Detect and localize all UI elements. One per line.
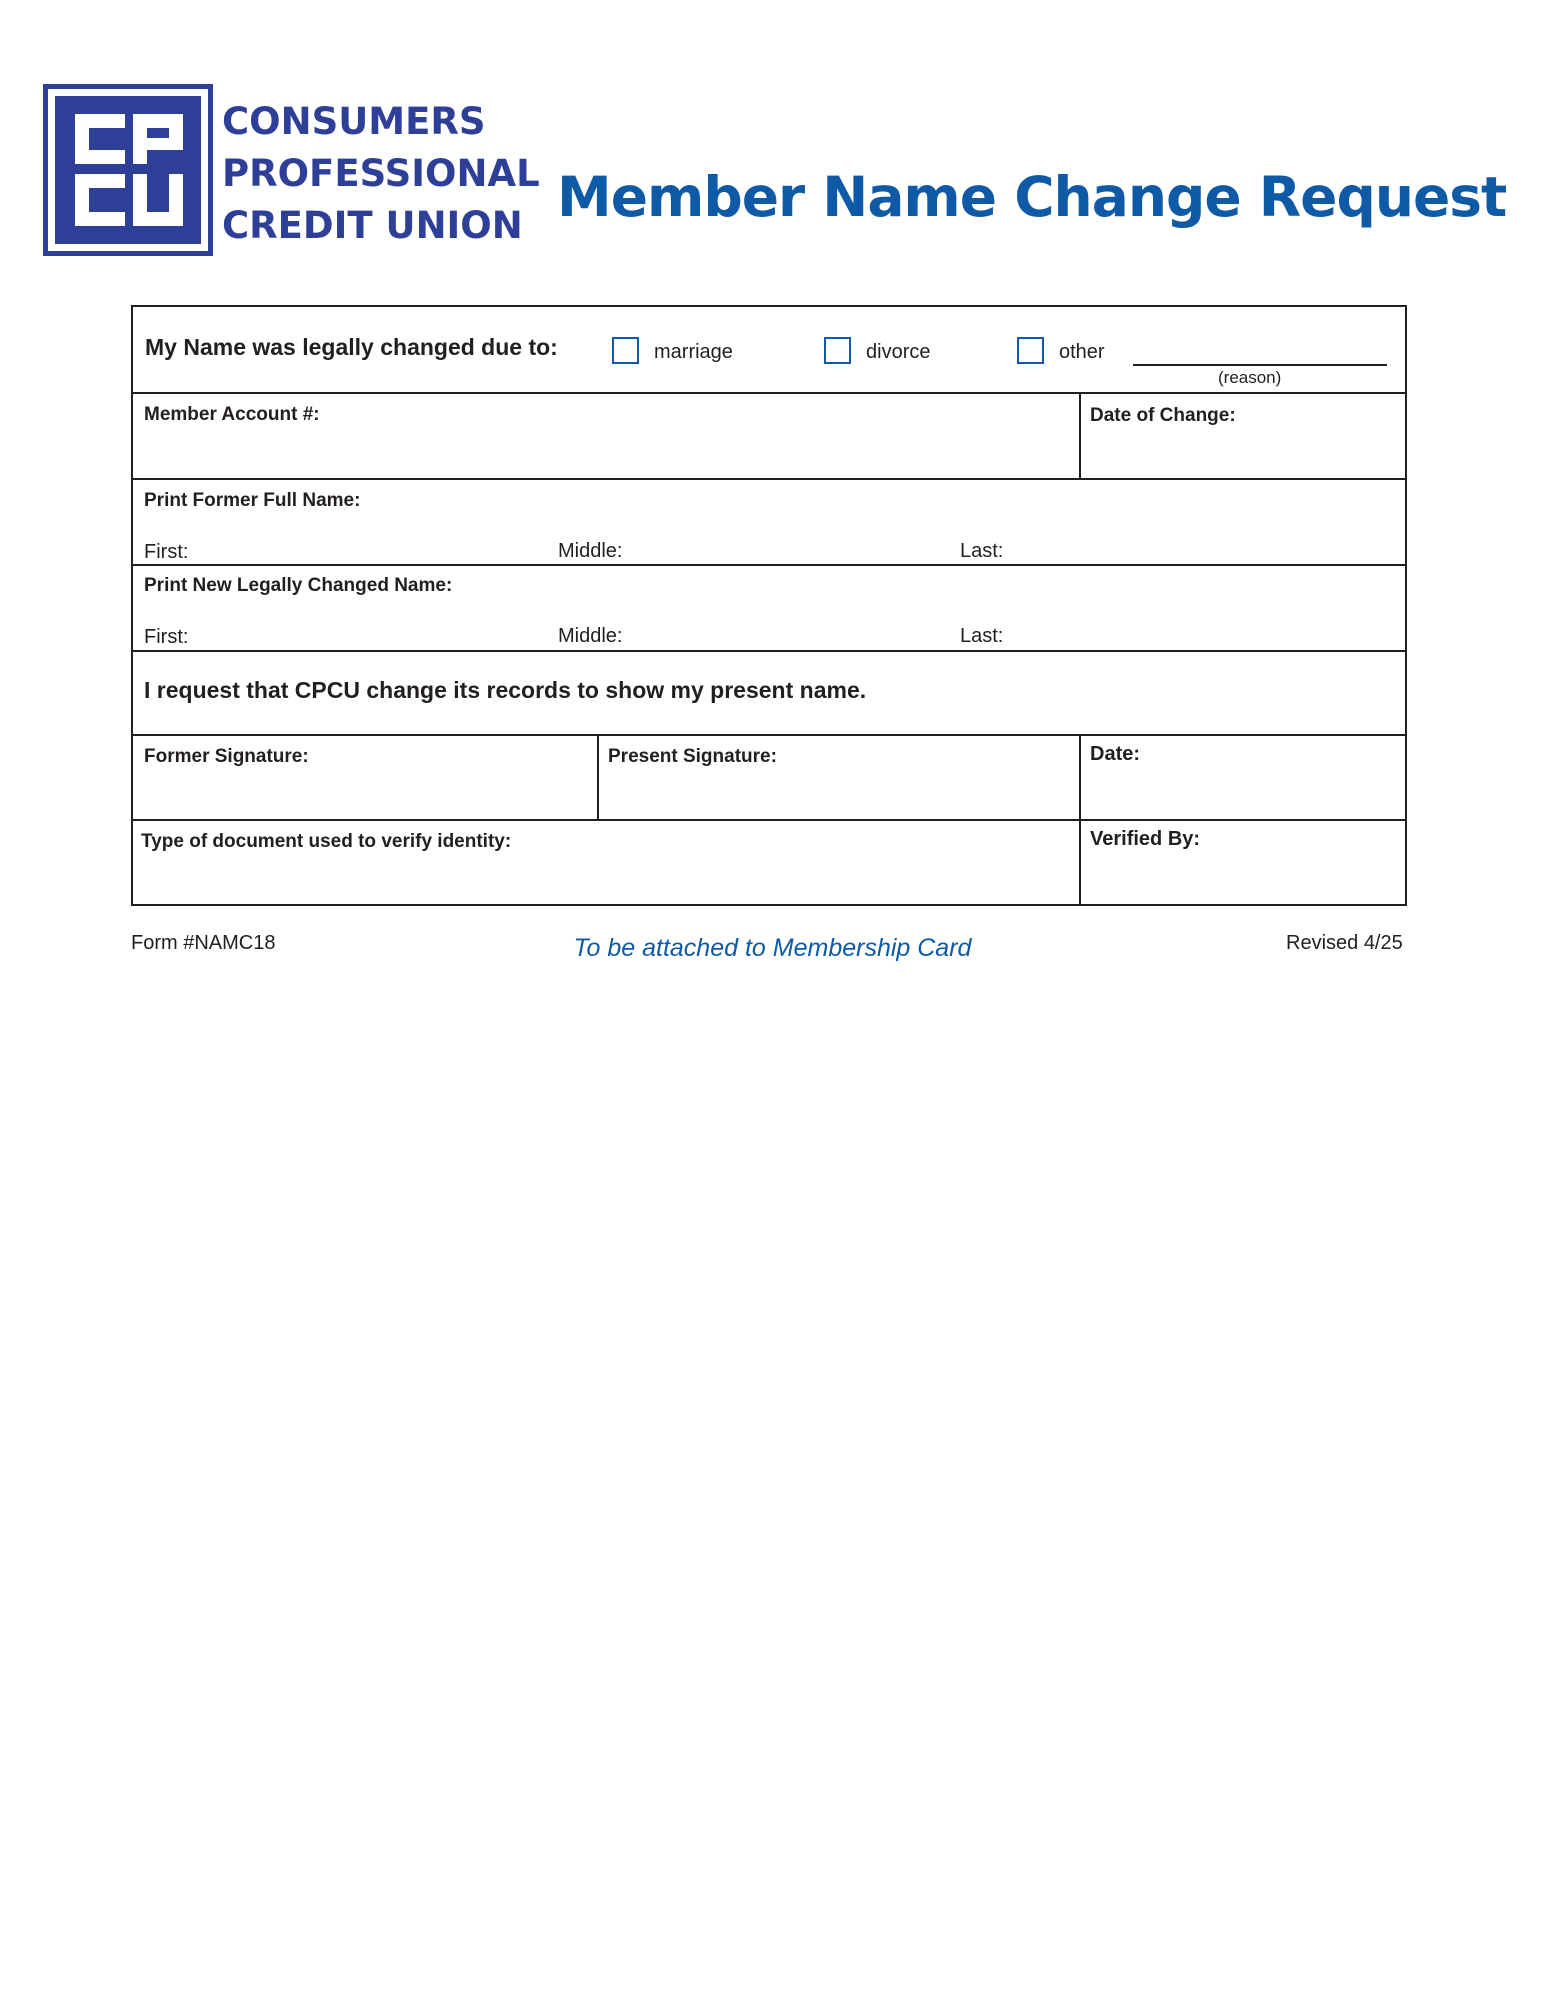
other-label: other — [1059, 341, 1105, 363]
org-name-line1: CONSUMERS — [222, 100, 486, 143]
page-title: Member Name Change Request — [557, 165, 1507, 229]
column-divider — [597, 734, 599, 819]
former-last-label: Last: — [960, 540, 1004, 562]
org-name — [222, 96, 542, 252]
present-signature-label: Present Signature: — [608, 746, 777, 767]
row-divider — [133, 650, 1405, 652]
new-first-label: First: — [144, 626, 189, 648]
logo-mark — [55, 96, 201, 244]
other-checkbox[interactable] — [1017, 337, 1044, 364]
form-number: Form #NAMC18 — [131, 932, 276, 954]
footer-note: To be attached to Membership Card — [573, 934, 972, 962]
new-middle-label: Middle: — [558, 625, 623, 647]
new-last-label: Last: — [960, 625, 1004, 647]
new-name-label: Print New Legally Changed Name: — [144, 575, 453, 596]
verified-by-label: Verified By: — [1090, 828, 1201, 850]
row-divider — [133, 734, 1405, 736]
row-divider — [133, 819, 1405, 821]
account-label: Member Account #: — [144, 404, 320, 425]
org-name-line2: PROFESSIONAL — [222, 152, 540, 195]
row-divider — [133, 478, 1405, 480]
marriage-checkbox[interactable] — [612, 337, 639, 364]
row-divider — [133, 564, 1405, 566]
request-statement: I request that CPCU change its records to show my present name. — [144, 677, 867, 703]
date-of-change-label: Date of Change: — [1090, 405, 1236, 426]
marriage-label: marriage — [654, 341, 733, 363]
org-name-line3: CREDIT UNION — [222, 204, 523, 247]
date-label: Date: — [1090, 743, 1141, 765]
divorce-checkbox[interactable] — [824, 337, 851, 364]
former-middle-label: Middle: — [558, 540, 623, 562]
divorce-label: divorce — [866, 341, 931, 363]
doc-type-label: Type of document used to verify identity: — [141, 831, 512, 852]
reason-caption: (reason) — [1218, 368, 1282, 387]
former-name-label: Print Former Full Name: — [144, 490, 361, 511]
revised-date: Revised 4/25 — [1286, 932, 1403, 954]
logo-glyph-icon — [55, 96, 201, 244]
former-first-label: First: — [144, 541, 189, 563]
former-signature-label: Former Signature: — [144, 746, 309, 767]
row-divider — [133, 392, 1405, 394]
reason-prompt: My Name was legally changed due to: — [145, 334, 558, 360]
name-change-form — [131, 305, 1407, 906]
column-divider — [1079, 392, 1081, 478]
reason-input-line[interactable] — [1133, 364, 1387, 366]
cpcu-logo — [43, 84, 213, 256]
